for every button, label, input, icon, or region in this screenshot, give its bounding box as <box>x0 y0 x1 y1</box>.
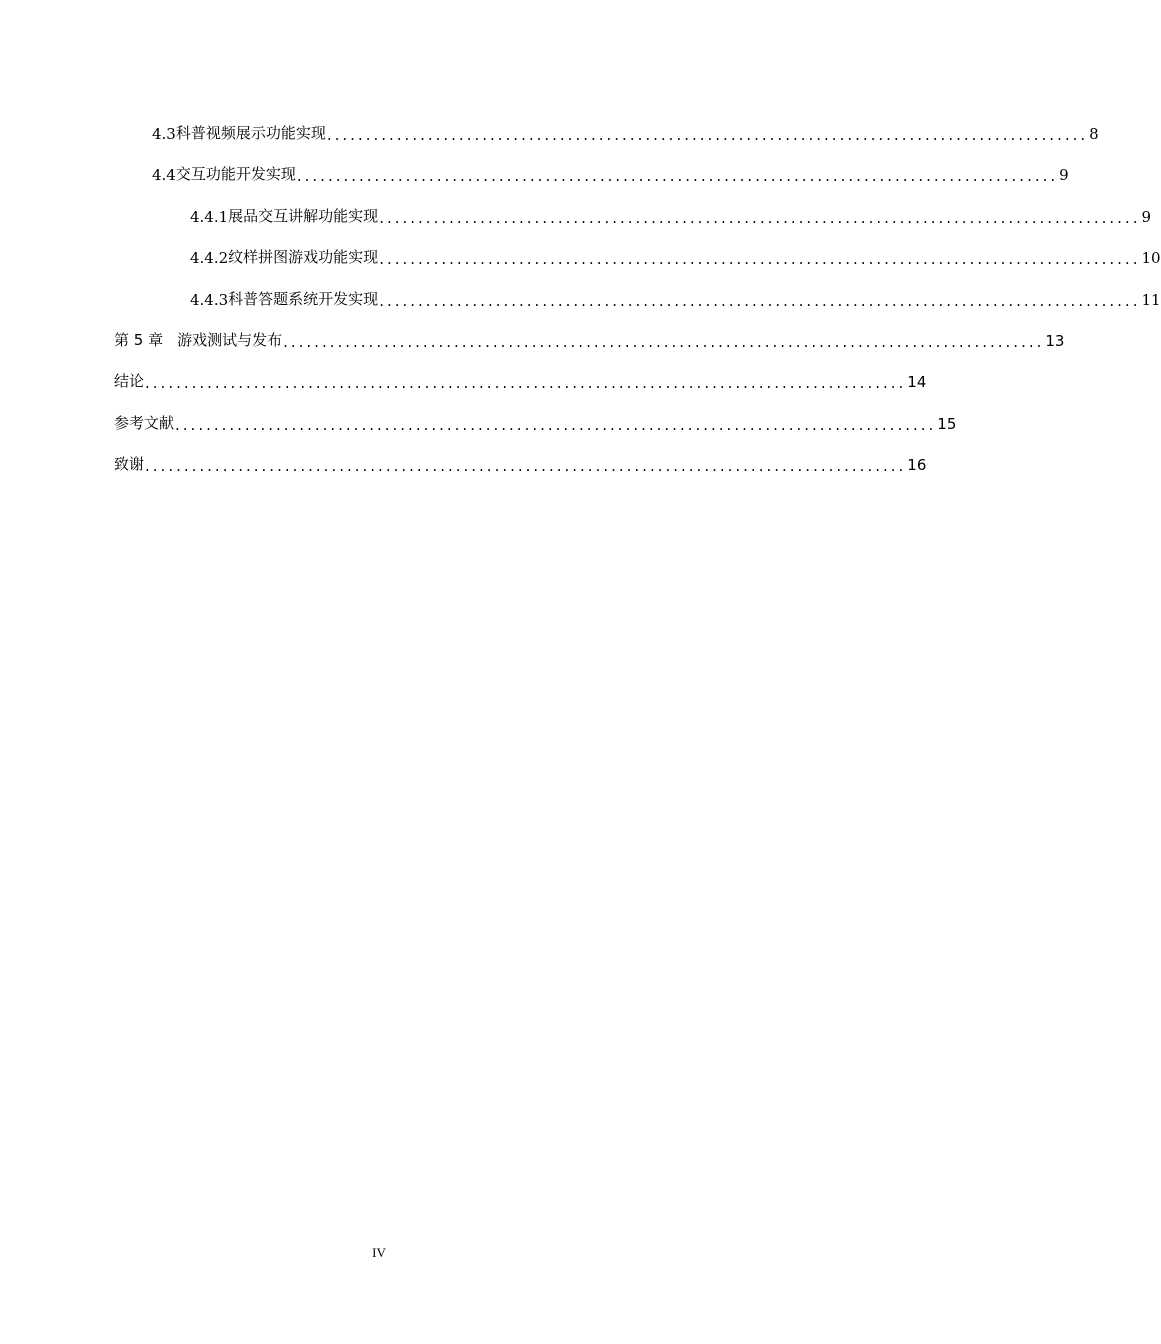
toc-entry-4-4[interactable] <box>0 158 1069 185</box>
toc-leader-dots: .................................................................................................. <box>145 457 907 475</box>
toc-leader-dots: .................................................................................................. <box>379 209 1141 227</box>
toc-leader-dots: .................................................................................................. <box>283 333 1045 351</box>
toc-entry-page: 9 <box>1059 166 1069 184</box>
toc-entry-number: 4.4 <box>152 166 176 184</box>
toc-entry-title: 科普视频展示功能实现 <box>175 124 326 142</box>
toc-entry-number: 4.3 <box>152 125 176 143</box>
toc-entry-page: 8 <box>1089 125 1099 143</box>
toc-entry-chapter-5[interactable] <box>0 324 1065 351</box>
page-number-footer: IV <box>372 1245 386 1260</box>
toc-leader-dots: .................................................................................................. <box>175 416 937 434</box>
toc-entry-title: 参考文献 <box>114 414 175 432</box>
toc-entry-4-4-1[interactable] <box>0 200 1152 227</box>
toc-entry-page: 9 <box>1141 208 1152 226</box>
toc-entry-page: 14 <box>907 373 927 391</box>
toc-entry-title: 致谢 <box>114 455 145 473</box>
toc-entry-page: 10 <box>1141 249 1161 267</box>
toc-entry-number: 4.4.2 <box>190 249 229 267</box>
toc-entry-title: 游戏测试与发布 <box>177 331 283 349</box>
toc-entry-4-3[interactable] <box>0 117 1099 144</box>
toc-leader-dots: .................................................................................................. <box>379 250 1141 268</box>
toc-entry-4-4-3[interactable] <box>0 283 1161 310</box>
toc-entry-title: 交互功能开发实现 <box>175 165 296 183</box>
toc-entry-title: 纹样拼图游戏功能实现 <box>228 248 379 266</box>
toc-entry-references[interactable] <box>0 407 957 434</box>
toc-entry-number: 4.4.3 <box>190 291 229 309</box>
toc-entry-title: 科普答题系统开发实现 <box>228 290 379 308</box>
toc-entry-title: 展品交互讲解功能实现 <box>228 207 379 225</box>
toc-entry-number: 4.4.1 <box>190 208 229 226</box>
toc-leader-dots: .................................................................................................. <box>296 167 1059 185</box>
toc-entry-number: 第 5 章 <box>114 331 164 349</box>
toc-leader-dots: .................................................................................................. <box>379 292 1141 310</box>
toc-entry-acknowledgements[interactable] <box>0 448 950 474</box>
toc-entry-title: 结论 <box>114 372 145 390</box>
toc-entry-page: 11 <box>1141 291 1161 309</box>
toc-entry-4-4-2[interactable] <box>0 241 1161 268</box>
toc-entry-page: 13 <box>1045 332 1065 350</box>
toc-entry-page: 15 <box>937 415 957 433</box>
toc-leader-dots: .................................................................................................. <box>326 126 1089 144</box>
toc-entry-page: 16 <box>907 456 927 474</box>
toc-entry-conclusion[interactable] <box>0 365 950 391</box>
toc-leader-dots: .................................................................................................. <box>145 374 907 392</box>
